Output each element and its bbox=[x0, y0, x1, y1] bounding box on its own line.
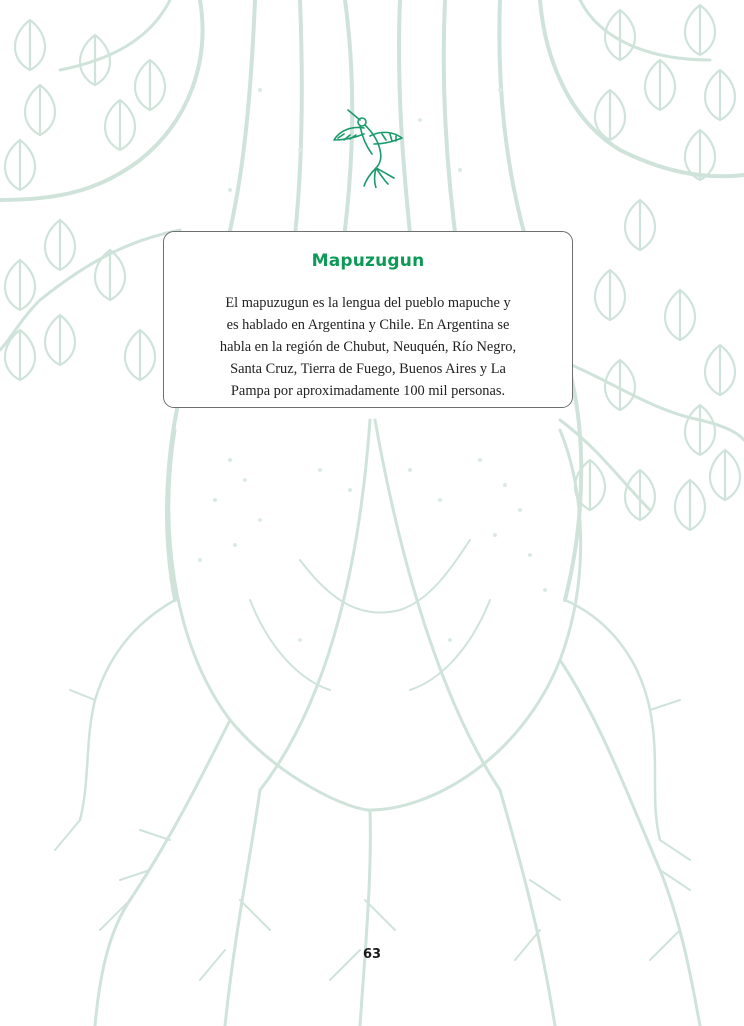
card-body-line: Pampa por aproximadamente 100 mil personas. bbox=[230, 383, 506, 399]
card-body-line: es hablado en Argentina y Chile. En Argentina se bbox=[226, 317, 510, 333]
card-title: Mapuzugun bbox=[311, 251, 425, 271]
card-body-line: habla en la región de Chubut, Neuquén, Río Negro, bbox=[219, 339, 517, 355]
info-card bbox=[163, 231, 573, 408]
page-number: 63 bbox=[362, 947, 382, 962]
card-body bbox=[198, 292, 538, 402]
card-body-line: Santa Cruz, Tierra de Fuego, Buenos Aires y La bbox=[230, 361, 506, 377]
hummingbird-icon bbox=[330, 104, 408, 188]
card-body-line: El mapuzugun es la lengua del pueblo mapuche y bbox=[225, 295, 511, 311]
